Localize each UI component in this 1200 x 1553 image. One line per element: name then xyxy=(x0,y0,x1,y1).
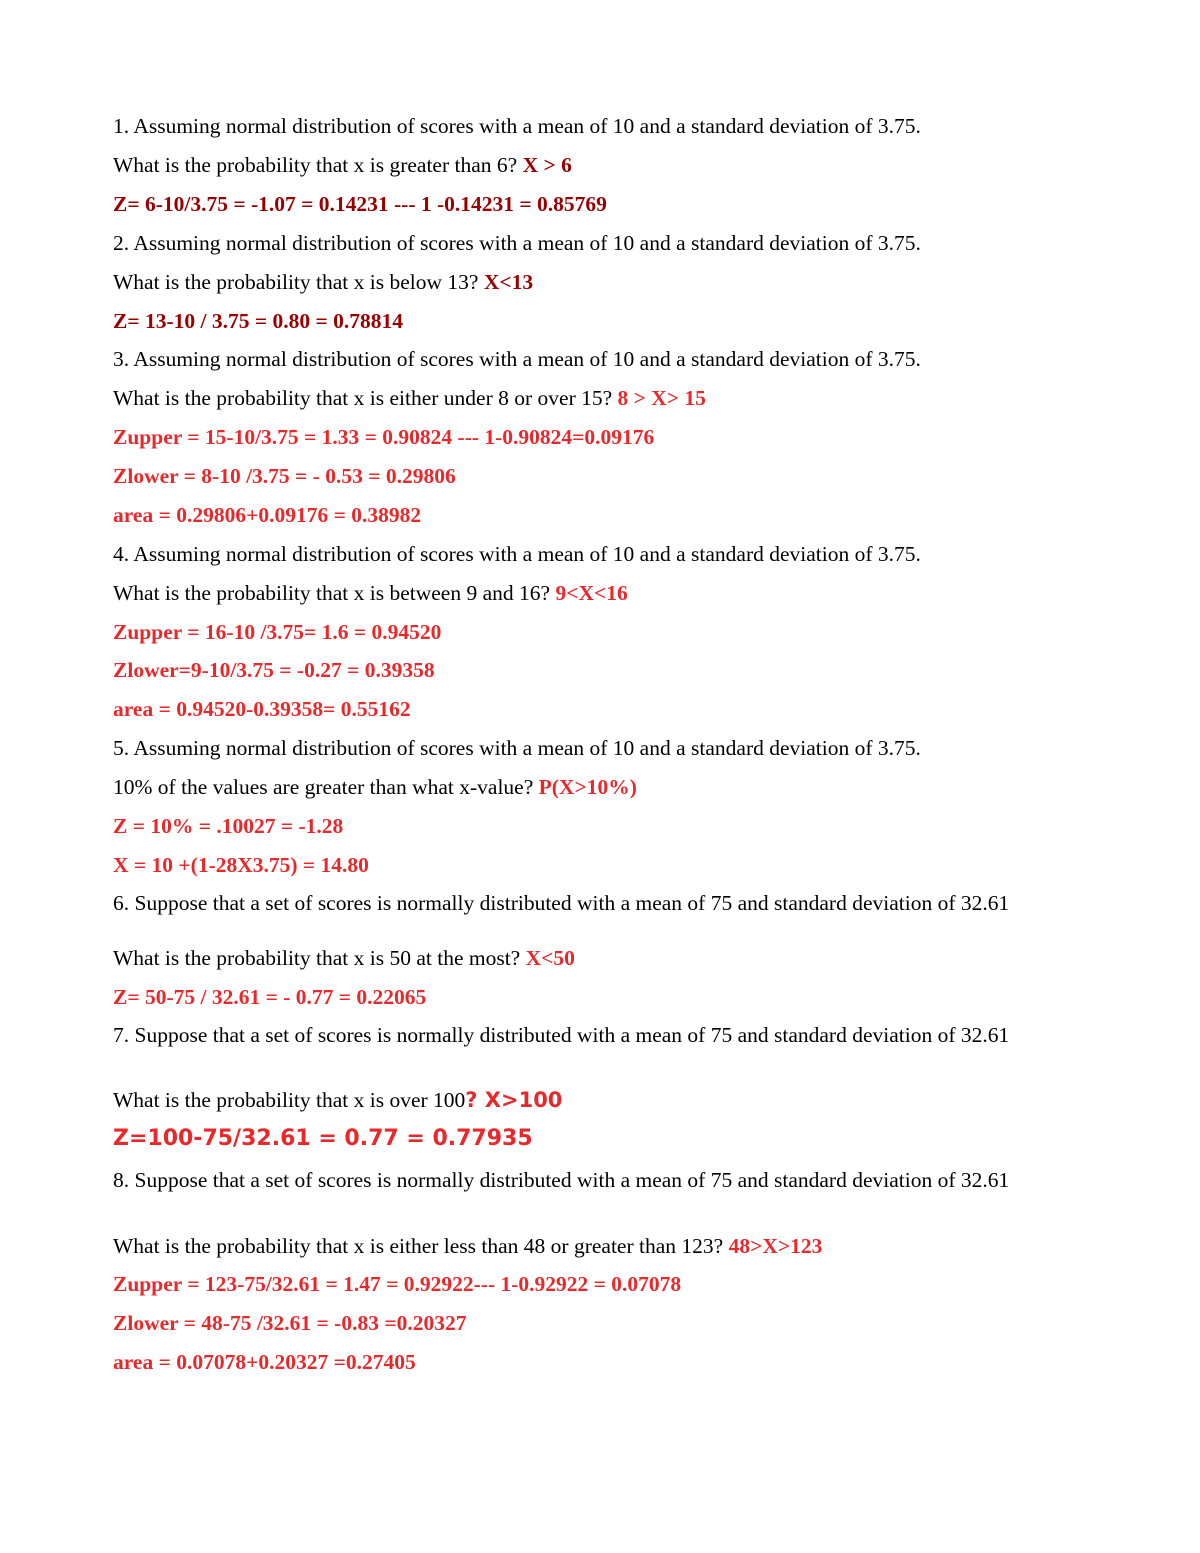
problem-3-work-1: Zupper = 15-10/3.75 = 1.33 = 0.90824 --- 1-0.90824=0.09176 xyxy=(113,425,655,449)
problem-8-prompt-line xyxy=(113,1233,1063,1259)
problem-5-work-1: Z = 10% = .10027 = -1.28 xyxy=(113,814,344,838)
problem-5-work-2: X = 10 +(1-28X3.75) = 14.80 xyxy=(113,853,369,877)
problem-6-work-1: Z= 50-75 / 32.61 = - 0.77 = 0.22065 xyxy=(113,985,427,1009)
problem-1-work-1: Z= 6-10/3.75 = -1.07 = 0.14231 --- 1 -0.14231 = 0.85769 xyxy=(113,192,607,216)
problem-3-work-2: Zlower = 8-10 /3.75 = - 0.53 = 0.29806 xyxy=(113,464,456,488)
problem-3-work-3: area = 0.29806+0.09176 = 0.38982 xyxy=(113,503,422,527)
problem-4-work-3: area = 0.94520-0.39358= 0.55162 xyxy=(113,697,411,721)
problem-4-question: 4. Assuming normal distribution of scores with a mean of 10 and a standard deviation of 3.75. xyxy=(113,542,921,566)
problem-1-prompt-line xyxy=(113,152,1063,178)
problem-2-notation: X<13 xyxy=(483,270,534,294)
problem-7-prompt: What is the probability that x is over 100 xyxy=(113,1088,466,1112)
problem-5-prompt: 10% of the values are greater than what x-value? xyxy=(113,775,539,799)
problem-5-notation: P(X>10%) xyxy=(538,775,637,799)
problem-8-notation: 48>X>123 xyxy=(728,1234,823,1258)
problem-6-question: 6. Suppose that a set of scores is normally distributed with a mean of 75 and standard deviation of 32.61 xyxy=(113,891,1010,915)
problem-7-notation: ? X>100 xyxy=(465,1088,563,1112)
problem-4-work-1: Zupper = 16-10 /3.75= 1.6 = 0.94520 xyxy=(113,620,442,644)
problem-3-notation: 8 > X> 15 xyxy=(617,386,706,410)
problem-8-prompt: What is the probability that x is either less than 48 or greater than 123? xyxy=(113,1234,729,1258)
problem-7-work-1: Z=100-75/32.61 = 0.77 = 0.77935 xyxy=(113,1126,533,1151)
problem-2-prompt: What is the probability that x is below 13? xyxy=(113,270,484,294)
problem-6-prompt-line xyxy=(113,945,1063,971)
problem-4-notation: 9<X<16 xyxy=(555,581,628,605)
problem-8-work-2: Zlower = 48-75 /32.61 = -0.83 =0.20327 xyxy=(113,1311,467,1335)
problem-1-notation: X > 6 xyxy=(522,153,572,177)
problem-8-question: 8. Suppose that a set of scores is normally distributed with a mean of 75 and standard deviation of 32.61 xyxy=(113,1168,1010,1192)
problem-2-prompt-line xyxy=(113,269,1063,295)
problem-7-prompt-line xyxy=(113,1087,1063,1113)
problem-4-prompt: What is the probability that x is between 9 and 16? xyxy=(113,581,556,605)
problem-2-question: 2. Assuming normal distribution of scores with a mean of 10 and a standard deviation of 3.75. xyxy=(113,231,921,255)
problem-6-notation: X<50 xyxy=(525,946,575,970)
problem-1-question: 1. Assuming normal distribution of scores with a mean of 10 and a standard deviation of 3.75. xyxy=(113,114,921,138)
problem-4-work-2: Zlower=9-10/3.75 = -0.27 = 0.39358 xyxy=(113,658,435,682)
problem-3-prompt: What is the probability that x is either under 8 or over 15? xyxy=(113,386,618,410)
problem-8-work-1: Zupper = 123-75/32.61 = 1.47 = 0.92922--- 1-0.92922 = 0.07078 xyxy=(113,1272,682,1296)
problem-2-work-1: Z= 13-10 / 3.75 = 0.80 = 0.78814 xyxy=(113,309,403,333)
problem-3-question: 3. Assuming normal distribution of scores with a mean of 10 and a standard deviation of 3.75. xyxy=(113,347,921,371)
problem-8-work-3: area = 0.07078+0.20327 =0.27405 xyxy=(113,1350,416,1374)
problem-7-question: 7. Suppose that a set of scores is normally distributed with a mean of 75 and standard deviation of 32.61 xyxy=(113,1023,1010,1047)
problem-3-prompt-line xyxy=(113,385,1063,411)
problem-5-prompt-line xyxy=(113,774,1063,800)
problem-1-prompt: What is the probability that x is greater than 6? xyxy=(113,153,523,177)
problem-6-prompt: What is the probability that x is 50 at the most? xyxy=(113,946,526,970)
problem-5-question: 5. Assuming normal distribution of scores with a mean of 10 and a standard deviation of 3.75. xyxy=(113,736,921,760)
problem-4-prompt-line xyxy=(113,580,1063,606)
